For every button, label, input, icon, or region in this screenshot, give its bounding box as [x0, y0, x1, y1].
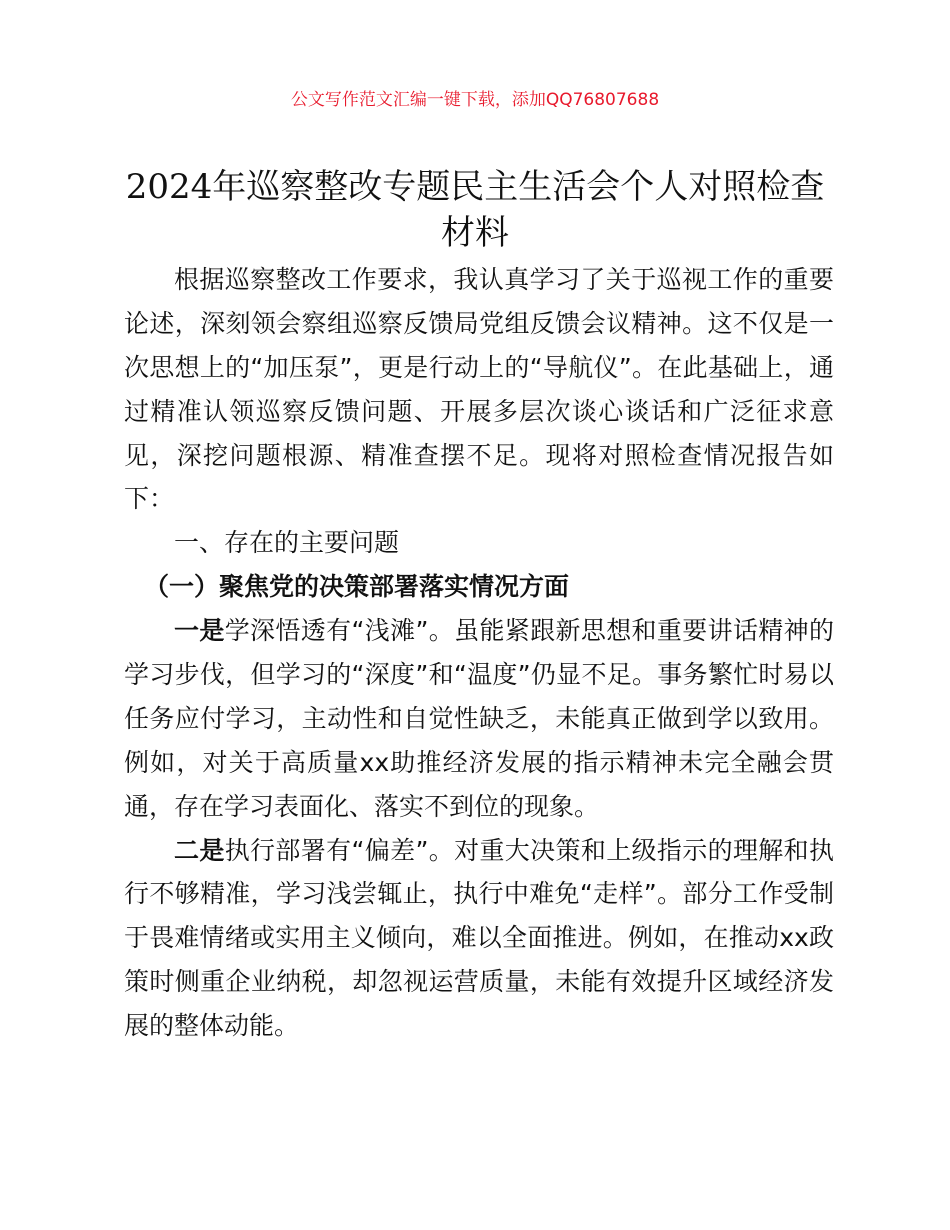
document-title	[100, 164, 850, 256]
text-line: 见，深挖问题根源、精准查摆不足。现将对照检查情况报告如	[124, 440, 834, 470]
text-line: 根据巡察整改工作要求，我认真学习了关于巡视工作的重要	[174, 265, 834, 294]
title-line-2: 材料	[441, 213, 509, 253]
text-line: 论述，深刻领会察组巡察反馈局党组反馈会议精神。这不仅是一	[124, 308, 834, 338]
download-banner: 公文写作范文汇编一键下载，添加QQ76807688	[290, 90, 660, 110]
point-text: 学深悟透有“浅滩”。虽能紧跟新思想和重要讲话精神的	[224, 616, 834, 646]
text-line: 过精准认领巡察反馈问题、开展多层次谈心谈话和广泛征求意	[124, 396, 834, 426]
document-body	[124, 258, 834, 1048]
intro-paragraph	[124, 258, 834, 521]
point-paragraph-2	[124, 829, 834, 1048]
text-line: 任务应付学习，主动性和自觉性缺乏，未能真正做到学以致用。	[124, 703, 834, 733]
section-heading: 一、存在的主要问题	[174, 528, 400, 558]
point-lead: 一是	[174, 616, 225, 646]
point-lead: 二是	[174, 835, 225, 865]
text-line	[124, 829, 834, 873]
text-line: 学习步伐，但学习的“深度”和“温度”仍显不足。事务繁忙时易以	[124, 660, 834, 690]
point-paragraph-1	[124, 609, 834, 828]
point-text: 执行部署有“偏差”。对重大决策和上级指示的理解和执	[224, 835, 834, 865]
text-line: 通，存在学习表面化、落实不到位的现象。	[124, 791, 600, 821]
text-line: 展的整体动能。	[124, 1011, 300, 1041]
text-line: 于畏难情绪或实用主义倾向，难以全面推进。例如，在推动xx政	[124, 923, 834, 953]
subsection-heading: （一）聚焦党的决策部署落实情况方面	[144, 572, 570, 602]
text-line: 下：	[124, 484, 175, 514]
text-line: 策时侧重企业纳税，却忽视运营质量，未能有效提升区域经济发	[124, 967, 834, 997]
text-line: 例如，对关于高质量xx助推经济发展的指示精神未完全融会贯	[124, 747, 834, 777]
text-line: 次思想上的“加压泵”，更是行动上的“导航仪”。在此基础上，通	[124, 352, 834, 382]
text-line	[124, 609, 834, 653]
title-line-1: 2024年巡察整改专题民主生活会个人对照检查	[125, 167, 825, 207]
text-line: 行不够精准，学习浅尝辄止，执行中难免“走样”。部分工作受制	[124, 879, 834, 909]
